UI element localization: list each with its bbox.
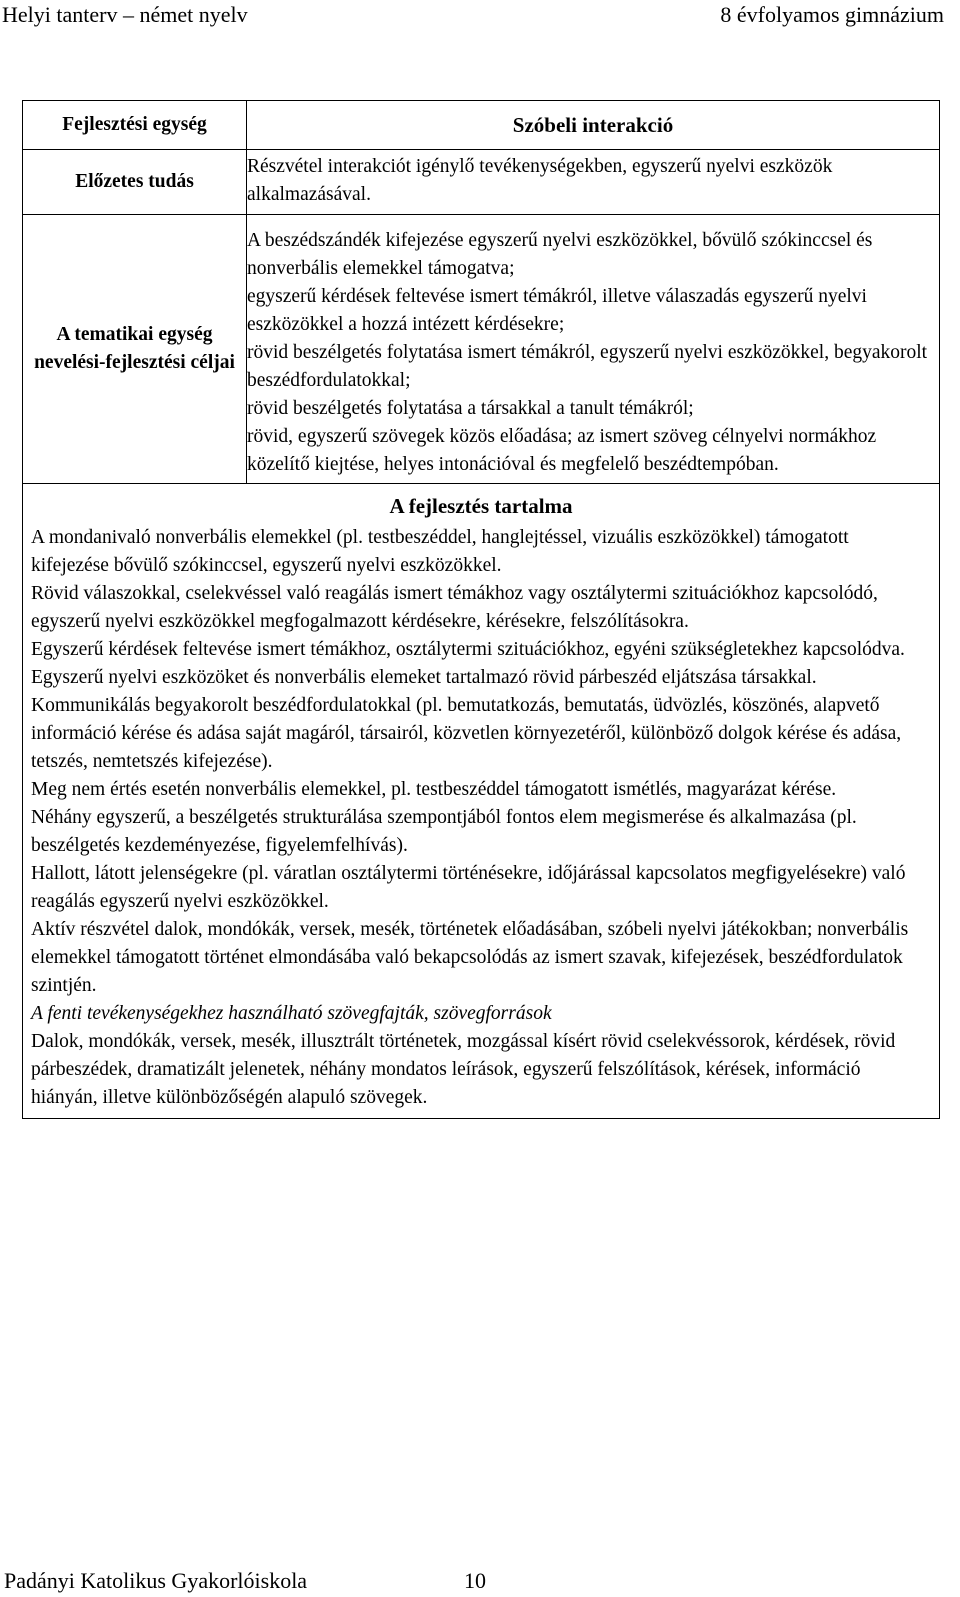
goal-item: A beszédszándék kifejezése egyszerű nyelvi eszközökkel, bővülő szókinccsel és nonverbális elemekkel támogatva; xyxy=(247,230,873,279)
content-paragraph: Meg nem értés esetén nonverbális elemekkel, pl. testbeszéddel támogatott ismétlés, magyarázat kérése. xyxy=(31,779,837,800)
content-paragraph: A mondanivaló nonverbális elemekkel (pl. testbeszéddel, hanglejtéssel, vizuális eszközökkel) támogatott kifejezése bővülő szókinccsel, egyszerű nyelvi eszközökkel. xyxy=(31,527,849,576)
row-label-prior-knowledge: Előzetes tudás xyxy=(23,150,247,215)
goal-item: rövid beszélgetés folytatása ismert témákról, egyszerű nyelvi eszközökkel, begyakorolt beszédfordulatokkal; xyxy=(247,342,928,391)
goal-item: egyszerű kérdések feltevése ismert témákról, illetve válaszadás egyszerű nyelvi eszközökkel a hozzá intézett kérdésekre; xyxy=(247,286,867,335)
sources-heading: A fenti tevékenységekhez használható szövegfajták, szövegforrások xyxy=(31,1003,552,1024)
curriculum-table xyxy=(22,100,940,1119)
goal-item: rövid, egyszerű szövegek közös előadása; az ismert szöveg célnyelvi normákhoz közelítő kiejtése, helyes intonációval és megfelelő beszédtempóban. xyxy=(247,426,877,475)
content-paragraph: Egyszerű kérdések feltevése ismert témákhoz, osztálytermi szituációkhoz, egyéni szükségletekhez kapcsolódva. xyxy=(31,639,905,660)
row-label-development-unit: Fejlesztési egység xyxy=(23,101,247,150)
table-row xyxy=(23,150,940,215)
goals-list xyxy=(247,215,940,484)
content-paragraph: Egyszerű nyelvi eszközöket és nonverbális elemeket tartalmazó rövid párbeszéd eljátszása társakkal. xyxy=(31,667,817,688)
content-paragraph: Néhány egyszerű, a beszélgetés strukturálása szempontjából fontos elem megismerése és alkalmazása (pl. beszélgetés kezdeményezése, figyelemfelhívás). xyxy=(31,807,857,856)
prior-knowledge-value: Részvétel interakciót igénylő tevékenységekben, egyszerű nyelvi eszközök alkalmazásával. xyxy=(247,150,940,215)
content-paragraph: Kommunikálás begyakorolt beszédfordulatokkal (pl. bemutatkozás, bemutatás, üdvözlés, köszönés, alapvető információ kérése és adása saját magáról, társairól, közvetlen környezetéről, különböző dolgok kérése és adása, tetszés, nemtetszés kifejezése). xyxy=(31,695,902,772)
content-paragraph: Hallott, látott jelenségekre (pl. váratlan osztálytermi történésekre, időjárással kapcsolatos megfigyelésekre) való reagálás egyszerű nyelvi eszközökkel. xyxy=(31,863,906,912)
content-body xyxy=(23,522,939,1118)
content-paragraph: Rövid válaszokkal, cselekvéssel való reagálás ismert témákhoz vagy osztálytermi szituációkhoz kapcsolódó, egyszerű nyelvi eszközökkel megfogalmazott kérdésekre, kérésekre, felszólításokra. xyxy=(31,583,878,632)
row-label-goals: A tematikai egység nevelési-fejlesztési céljai xyxy=(23,215,247,484)
sources-text: Dalok, mondókák, versek, mesék, illusztrált történetek, mozgással kísért rövid cselekvéssorok, kérdések, rövid párbeszédek, dramatizált jelenetek, néhány mondatos leírások, egyszerű felszólítások, kérések, információ hiányán, illetve különbözőségén alapuló szövegek. xyxy=(31,1031,896,1108)
content-heading: A fejlesztés tartalma xyxy=(389,494,573,518)
footer-school-name: Padányi Katolikus Gyakorlóiskola xyxy=(4,1568,308,1593)
goal-item: rövid beszélgetés folytatása a társakkal a tanult témákról; xyxy=(247,398,694,419)
header-school-type: 8 évfolyamos gimnázium xyxy=(720,2,944,27)
table-row xyxy=(23,484,940,1119)
content-section xyxy=(23,484,940,1119)
development-unit-value: Szóbeli interakció xyxy=(247,101,940,150)
table-row xyxy=(23,215,940,484)
content-paragraph: Aktív részvétel dalok, mondókák, versek, mesék, történetek előadásában, szóbeli nyelvi játékokban; nonverbális elemekkel támogatott történet elmondásába való bekapcsolódás az ismert szavak, kifejezések, beszédfordulatok szintjén. xyxy=(31,919,909,996)
page-number: 10 xyxy=(464,1568,486,1593)
table-row xyxy=(23,101,940,150)
header-document-title: Helyi tanterv – német nyelv xyxy=(2,2,248,27)
